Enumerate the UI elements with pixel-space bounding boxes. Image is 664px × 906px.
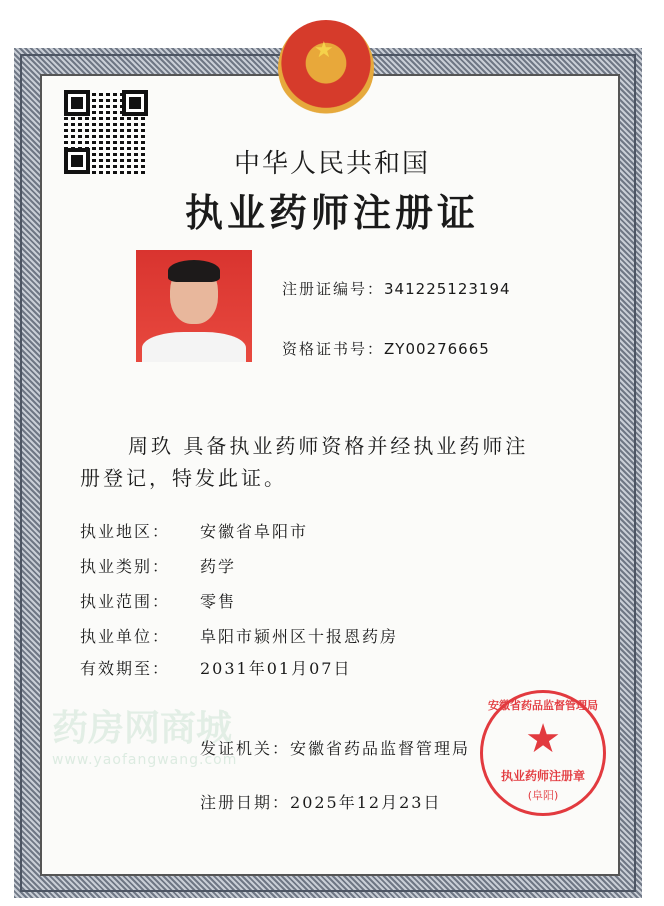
registration-date-value: 2025年12月23日	[290, 793, 442, 812]
certificate-title: 执业药师注册证	[184, 190, 479, 235]
field-label: 有效期至：	[80, 659, 171, 678]
field-label: 执业类别：	[80, 557, 171, 576]
registration-date-label: 注册日期：	[200, 793, 291, 812]
field-value: 阜阳市颍州区十报恩药房	[200, 627, 399, 646]
issuer	[200, 736, 470, 759]
holder-photo	[136, 250, 252, 362]
field-label: 执业单位：	[80, 627, 171, 646]
field-value: 零售	[200, 592, 237, 611]
registration-date	[200, 790, 441, 813]
national-emblem-icon: ★	[278, 20, 374, 116]
watermark-url: www.yaofangwang.com	[52, 752, 238, 768]
field-category	[80, 554, 236, 577]
field-scope	[80, 589, 236, 612]
field-region	[80, 519, 308, 542]
issuer-label: 发证机关：	[200, 739, 291, 758]
issuer-value: 安徽省药品监督管理局	[290, 739, 471, 758]
statement	[80, 430, 600, 494]
seal-text: 执业药师注册章	[500, 769, 585, 783]
star-icon: ★	[525, 716, 561, 762]
field-label: 执业范围：	[80, 592, 171, 611]
registration-number-label: 注册证编号：	[282, 280, 385, 298]
field-value: 2031年01月07日	[200, 659, 352, 678]
registration-number-value: 341225123194	[384, 280, 511, 298]
watermark-brand: 药房网商城	[52, 708, 233, 749]
official-seal	[480, 690, 606, 816]
qualification-number-label: 资格证书号：	[282, 340, 385, 358]
statement-line-1: 周玖 具备执业药师资格并经执业药师注	[128, 434, 529, 458]
field-employer	[80, 624, 398, 647]
registration-number	[282, 278, 511, 299]
field-label: 执业地区：	[80, 522, 171, 541]
qualification-number-value: ZY00276665	[384, 340, 490, 358]
statement-line-2: 册登记，特发此证。	[80, 466, 287, 490]
seal-city: (阜阳)	[527, 789, 559, 802]
seal-arc-text: 安徽省药品监督管理局	[488, 699, 598, 712]
field-valid-until	[80, 656, 351, 679]
field-value: 安徽省阜阳市	[200, 522, 309, 541]
country-title: 中华人民共和国	[233, 149, 430, 179]
field-value: 药学	[200, 557, 237, 576]
qualification-number	[282, 338, 490, 359]
